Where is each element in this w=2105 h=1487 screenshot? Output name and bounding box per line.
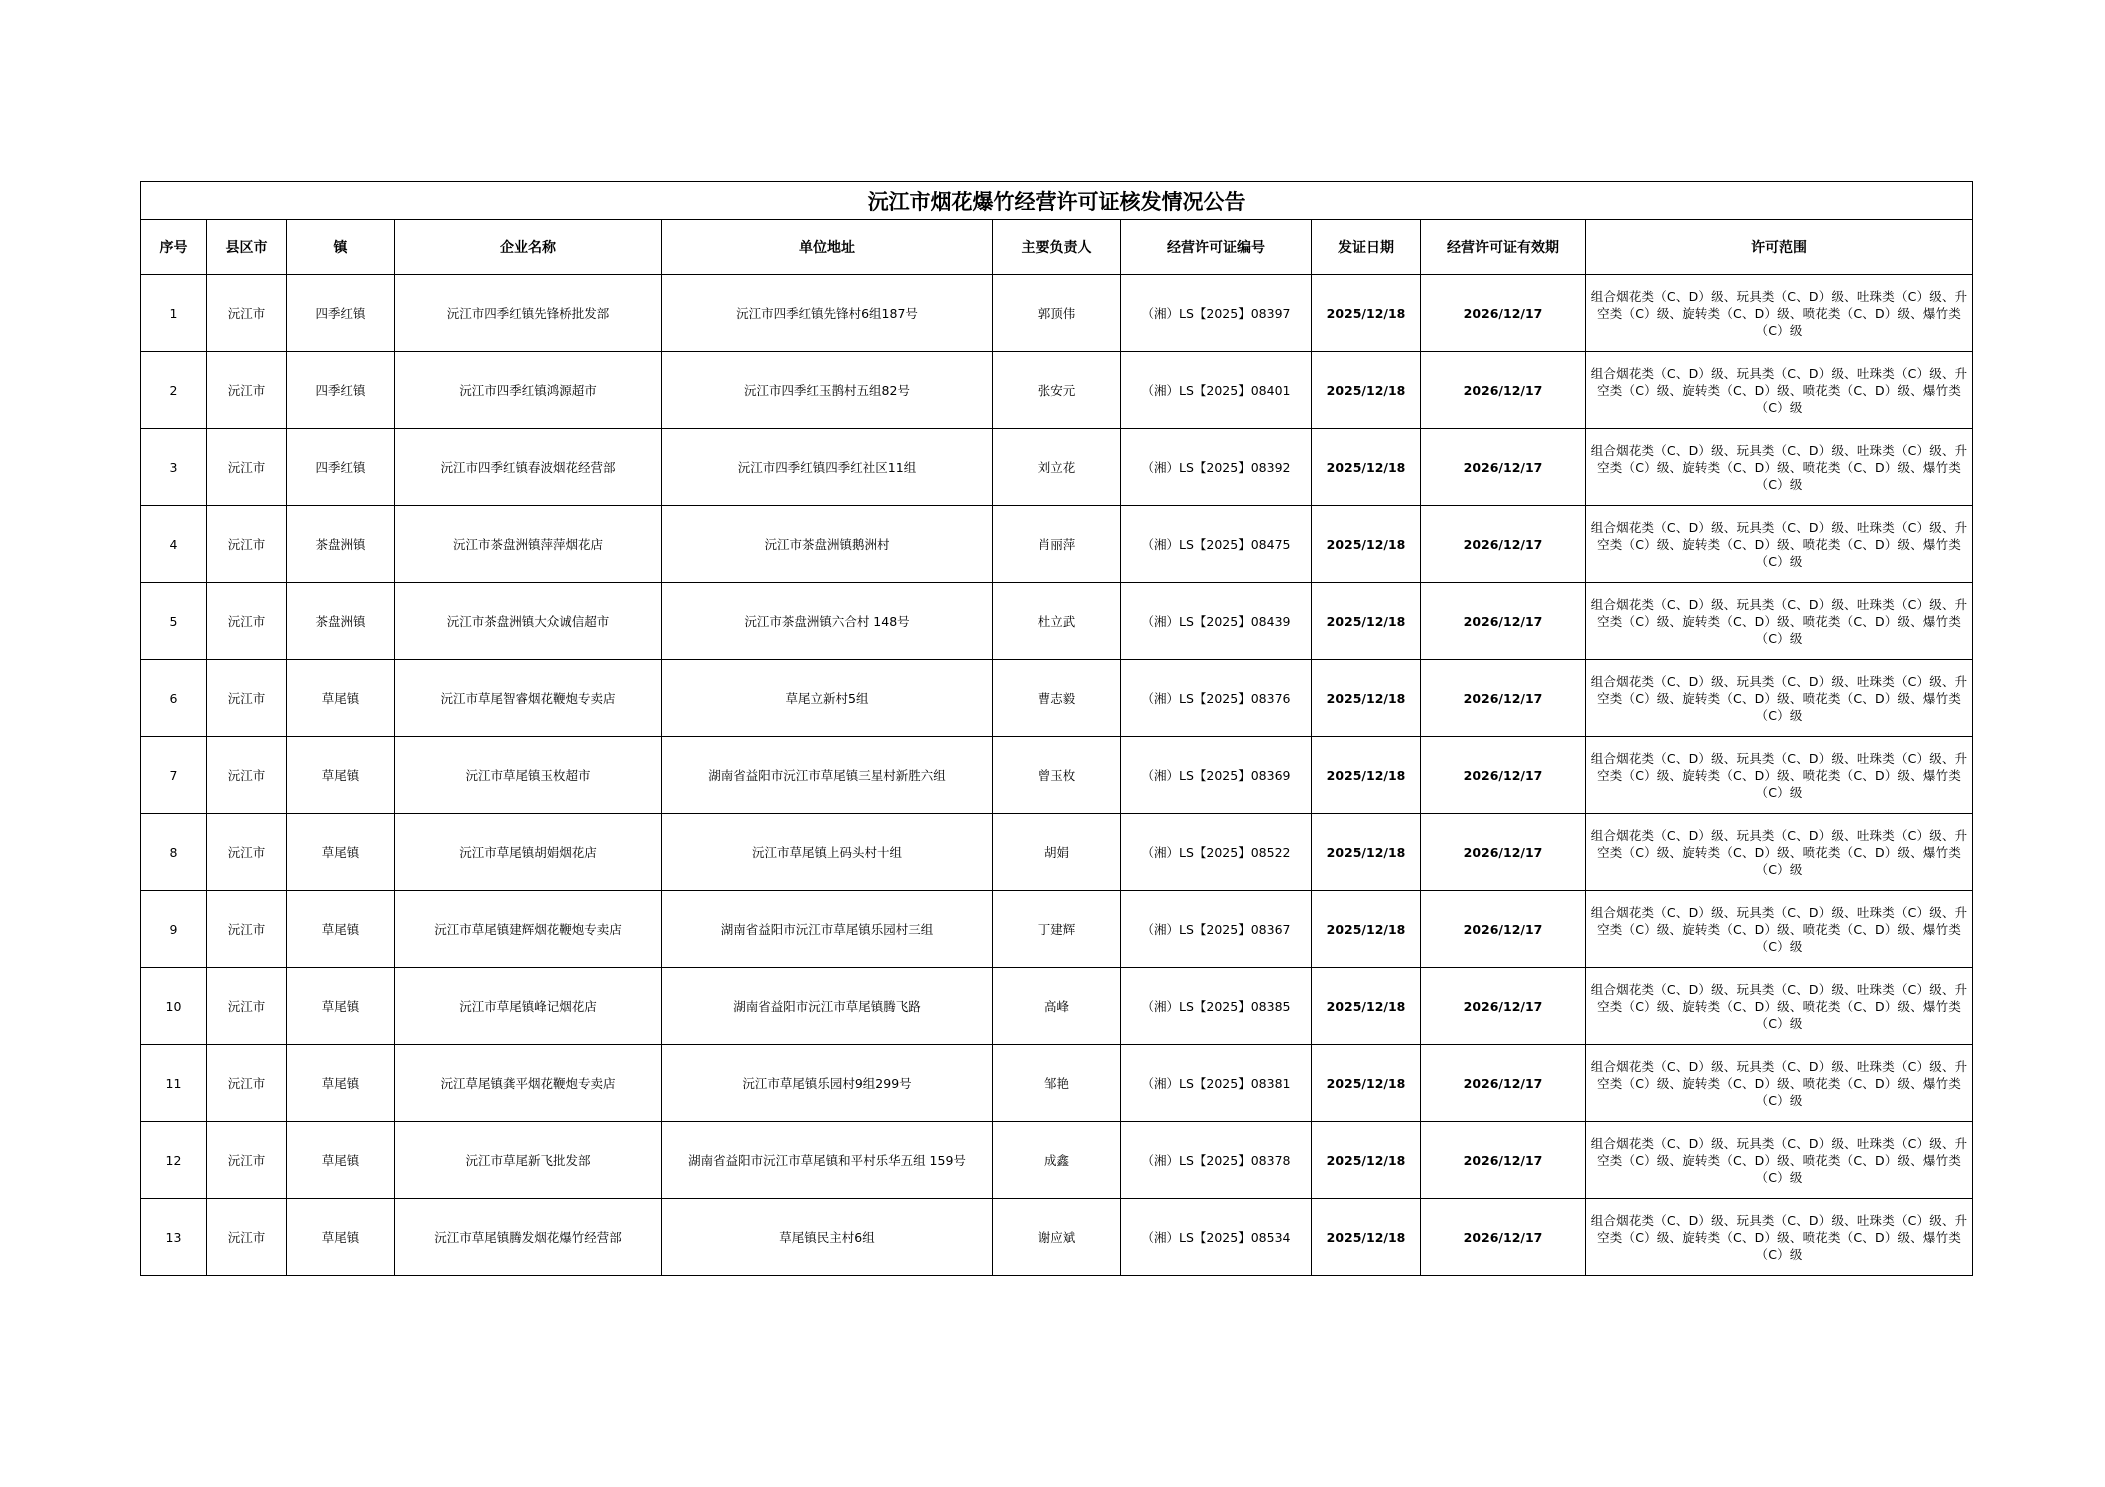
cell-person: 胡娟 [993, 814, 1121, 891]
cell-county: 沅江市 [207, 352, 287, 429]
cell-valid-until: 2026/12/17 [1421, 891, 1586, 968]
cell-person: 郭顶伟 [993, 275, 1121, 352]
cell-county: 沅江市 [207, 275, 287, 352]
cell-county: 沅江市 [207, 1199, 287, 1276]
header-issue-date: 发证日期 [1312, 220, 1421, 275]
cell-company: 沅江市草尾智睿烟花鞭炮专卖店 [395, 660, 662, 737]
cell-address: 草尾立新村5组 [662, 660, 993, 737]
cell-license: （湘）LS【2025】08401 [1121, 352, 1312, 429]
cell-valid-until: 2026/12/17 [1421, 1045, 1586, 1122]
cell-license: （湘）LS【2025】08367 [1121, 891, 1312, 968]
cell-person: 曹志毅 [993, 660, 1121, 737]
header-address: 单位地址 [662, 220, 993, 275]
cell-person: 肖丽萍 [993, 506, 1121, 583]
table-row [141, 583, 1973, 660]
cell-company: 沅江市茶盘洲镇大众诚信超市 [395, 583, 662, 660]
cell-person: 丁建辉 [993, 891, 1121, 968]
header-county: 县区市 [207, 220, 287, 275]
cell-valid-until: 2026/12/17 [1421, 660, 1586, 737]
cell-town: 草尾镇 [287, 891, 395, 968]
cell-address: 沅江市茶盘洲镇六合村 148号 [662, 583, 993, 660]
cell-license: （湘）LS【2025】08534 [1121, 1199, 1312, 1276]
cell-county: 沅江市 [207, 506, 287, 583]
cell-issue-date: 2025/12/18 [1312, 1122, 1421, 1199]
cell-license: （湘）LS【2025】08378 [1121, 1122, 1312, 1199]
cell-license: （湘）LS【2025】08385 [1121, 968, 1312, 1045]
cell-issue-date: 2025/12/18 [1312, 891, 1421, 968]
header-town: 镇 [287, 220, 395, 275]
header-license: 经营许可证编号 [1121, 220, 1312, 275]
cell-address: 湖南省益阳市沅江市草尾镇腾飞路 [662, 968, 993, 1045]
cell-scope: 组合烟花类（C、D）级、玩具类（C、D）级、吐珠类（C）级、升空类（C）级、旋转类（C、D）级、喷花类（C、D）级、爆竹类（C）级 [1586, 660, 1973, 737]
header-no: 序号 [141, 220, 207, 275]
table-row [141, 968, 1973, 1045]
table-row [141, 1199, 1973, 1276]
cell-person: 邹艳 [993, 1045, 1121, 1122]
cell-county: 沅江市 [207, 429, 287, 506]
cell-company: 沅江草尾镇龚平烟花鞭炮专卖店 [395, 1045, 662, 1122]
cell-scope: 组合烟花类（C、D）级、玩具类（C、D）级、吐珠类（C）级、升空类（C）级、旋转类（C、D）级、喷花类（C、D）级、爆竹类（C）级 [1586, 968, 1973, 1045]
cell-no: 10 [141, 968, 207, 1045]
cell-company: 沅江市四季红镇先锋桥批发部 [395, 275, 662, 352]
cell-town: 草尾镇 [287, 737, 395, 814]
cell-valid-until: 2026/12/17 [1421, 968, 1586, 1045]
cell-county: 沅江市 [207, 891, 287, 968]
cell-company: 沅江市茶盘洲镇萍萍烟花店 [395, 506, 662, 583]
cell-no: 9 [141, 891, 207, 968]
cell-person: 杜立武 [993, 583, 1121, 660]
cell-issue-date: 2025/12/18 [1312, 429, 1421, 506]
cell-no: 5 [141, 583, 207, 660]
cell-no: 2 [141, 352, 207, 429]
cell-company: 沅江市草尾镇胡娟烟花店 [395, 814, 662, 891]
cell-issue-date: 2025/12/18 [1312, 1045, 1421, 1122]
cell-scope: 组合烟花类（C、D）级、玩具类（C、D）级、吐珠类（C）级、升空类（C）级、旋转类（C、D）级、喷花类（C、D）级、爆竹类（C）级 [1586, 891, 1973, 968]
license-table [140, 181, 1973, 1276]
table-row [141, 275, 1973, 352]
cell-scope: 组合烟花类（C、D）级、玩具类（C、D）级、吐珠类（C）级、升空类（C）级、旋转类（C、D）级、喷花类（C、D）级、爆竹类（C）级 [1586, 1045, 1973, 1122]
cell-scope: 组合烟花类（C、D）级、玩具类（C、D）级、吐珠类（C）级、升空类（C）级、旋转类（C、D）级、喷花类（C、D）级、爆竹类（C）级 [1586, 583, 1973, 660]
cell-company: 沅江市草尾新飞批发部 [395, 1122, 662, 1199]
table-row [141, 737, 1973, 814]
cell-valid-until: 2026/12/17 [1421, 583, 1586, 660]
license-announcement-document [140, 181, 1972, 1276]
cell-valid-until: 2026/12/17 [1421, 429, 1586, 506]
header-valid-until: 经营许可证有效期 [1421, 220, 1586, 275]
cell-scope: 组合烟花类（C、D）级、玩具类（C、D）级、吐珠类（C）级、升空类（C）级、旋转类（C、D）级、喷花类（C、D）级、爆竹类（C）级 [1586, 814, 1973, 891]
cell-issue-date: 2025/12/18 [1312, 275, 1421, 352]
cell-no: 13 [141, 1199, 207, 1276]
cell-scope: 组合烟花类（C、D）级、玩具类（C、D）级、吐珠类（C）级、升空类（C）级、旋转类（C、D）级、喷花类（C、D）级、爆竹类（C）级 [1586, 506, 1973, 583]
cell-town: 四季红镇 [287, 429, 395, 506]
cell-issue-date: 2025/12/18 [1312, 737, 1421, 814]
cell-license: （湘）LS【2025】08522 [1121, 814, 1312, 891]
table-row [141, 506, 1973, 583]
cell-county: 沅江市 [207, 814, 287, 891]
table-row [141, 1045, 1973, 1122]
table-row [141, 891, 1973, 968]
cell-valid-until: 2026/12/17 [1421, 352, 1586, 429]
cell-license: （湘）LS【2025】08376 [1121, 660, 1312, 737]
cell-county: 沅江市 [207, 660, 287, 737]
cell-issue-date: 2025/12/18 [1312, 814, 1421, 891]
cell-license: （湘）LS【2025】08381 [1121, 1045, 1312, 1122]
cell-company: 沅江市草尾镇峰记烟花店 [395, 968, 662, 1045]
cell-valid-until: 2026/12/17 [1421, 814, 1586, 891]
cell-person: 曾玉枚 [993, 737, 1121, 814]
table-row [141, 1122, 1973, 1199]
cell-license: （湘）LS【2025】08369 [1121, 737, 1312, 814]
cell-town: 草尾镇 [287, 1199, 395, 1276]
header-scope: 许可范围 [1586, 220, 1973, 275]
cell-valid-until: 2026/12/17 [1421, 275, 1586, 352]
cell-scope: 组合烟花类（C、D）级、玩具类（C、D）级、吐珠类（C）级、升空类（C）级、旋转类（C、D）级、喷花类（C、D）级、爆竹类（C）级 [1586, 1122, 1973, 1199]
cell-town: 草尾镇 [287, 814, 395, 891]
cell-town: 四季红镇 [287, 352, 395, 429]
cell-no: 4 [141, 506, 207, 583]
cell-company: 沅江市草尾镇玉枚超市 [395, 737, 662, 814]
cell-scope: 组合烟花类（C、D）级、玩具类（C、D）级、吐珠类（C）级、升空类（C）级、旋转类（C、D）级、喷花类（C、D）级、爆竹类（C）级 [1586, 275, 1973, 352]
cell-scope: 组合烟花类（C、D）级、玩具类（C、D）级、吐珠类（C）级、升空类（C）级、旋转类（C、D）级、喷花类（C、D）级、爆竹类（C）级 [1586, 737, 1973, 814]
cell-no: 11 [141, 1045, 207, 1122]
cell-town: 茶盘洲镇 [287, 583, 395, 660]
table-row [141, 429, 1973, 506]
cell-valid-until: 2026/12/17 [1421, 506, 1586, 583]
cell-issue-date: 2025/12/18 [1312, 968, 1421, 1045]
cell-address: 沅江市草尾镇乐园村9组299号 [662, 1045, 993, 1122]
cell-license: （湘）LS【2025】08439 [1121, 583, 1312, 660]
cell-person: 谢应斌 [993, 1199, 1121, 1276]
cell-address: 湖南省益阳市沅江市草尾镇乐园村三组 [662, 891, 993, 968]
header-person: 主要负责人 [993, 220, 1121, 275]
cell-license: （湘）LS【2025】08397 [1121, 275, 1312, 352]
cell-no: 1 [141, 275, 207, 352]
cell-no: 8 [141, 814, 207, 891]
cell-valid-until: 2026/12/17 [1421, 1199, 1586, 1276]
header-row [141, 220, 1973, 275]
cell-valid-until: 2026/12/17 [1421, 1122, 1586, 1199]
cell-no: 12 [141, 1122, 207, 1199]
cell-scope: 组合烟花类（C、D）级、玩具类（C、D）级、吐珠类（C）级、升空类（C）级、旋转类（C、D）级、喷花类（C、D）级、爆竹类（C）级 [1586, 352, 1973, 429]
cell-address: 沅江市草尾镇上码头村十组 [662, 814, 993, 891]
table-row [141, 814, 1973, 891]
cell-company: 沅江市草尾镇腾发烟花爆竹经营部 [395, 1199, 662, 1276]
cell-address: 湖南省益阳市沅江市草尾镇和平村乐华五组 159号 [662, 1122, 993, 1199]
cell-address: 沅江市四季红玉鹊村五组82号 [662, 352, 993, 429]
cell-county: 沅江市 [207, 583, 287, 660]
cell-no: 3 [141, 429, 207, 506]
cell-county: 沅江市 [207, 1122, 287, 1199]
cell-address: 草尾镇民主村6组 [662, 1199, 993, 1276]
cell-town: 草尾镇 [287, 968, 395, 1045]
cell-town: 茶盘洲镇 [287, 506, 395, 583]
cell-address: 湖南省益阳市沅江市草尾镇三星村新胜六组 [662, 737, 993, 814]
cell-county: 沅江市 [207, 737, 287, 814]
cell-company: 沅江市四季红镇鸿源超市 [395, 352, 662, 429]
table-row [141, 352, 1973, 429]
table-row [141, 660, 1973, 737]
cell-company: 沅江市草尾镇建辉烟花鞭炮专卖店 [395, 891, 662, 968]
cell-county: 沅江市 [207, 968, 287, 1045]
cell-town: 草尾镇 [287, 1045, 395, 1122]
cell-address: 沅江市茶盘洲镇鹅洲村 [662, 506, 993, 583]
cell-license: （湘）LS【2025】08475 [1121, 506, 1312, 583]
cell-town: 草尾镇 [287, 660, 395, 737]
cell-town: 草尾镇 [287, 1122, 395, 1199]
cell-address: 沅江市四季红镇四季红社区11组 [662, 429, 993, 506]
cell-no: 7 [141, 737, 207, 814]
cell-scope: 组合烟花类（C、D）级、玩具类（C、D）级、吐珠类（C）级、升空类（C）级、旋转类（C、D）级、喷花类（C、D）级、爆竹类（C）级 [1586, 1199, 1973, 1276]
cell-person: 高峰 [993, 968, 1121, 1045]
cell-issue-date: 2025/12/18 [1312, 352, 1421, 429]
cell-person: 刘立花 [993, 429, 1121, 506]
cell-address: 沅江市四季红镇先锋村6组187号 [662, 275, 993, 352]
cell-person: 张安元 [993, 352, 1121, 429]
title-row [141, 182, 1973, 220]
cell-issue-date: 2025/12/18 [1312, 506, 1421, 583]
cell-town: 四季红镇 [287, 275, 395, 352]
page-title: 沅江市烟花爆竹经营许可证核发情况公告 [141, 182, 1973, 220]
table-body [141, 275, 1973, 1276]
cell-issue-date: 2025/12/18 [1312, 1199, 1421, 1276]
cell-license: （湘）LS【2025】08392 [1121, 429, 1312, 506]
cell-county: 沅江市 [207, 1045, 287, 1122]
cell-company: 沅江市四季红镇春波烟花经营部 [395, 429, 662, 506]
cell-no: 6 [141, 660, 207, 737]
header-company: 企业名称 [395, 220, 662, 275]
cell-issue-date: 2025/12/18 [1312, 583, 1421, 660]
cell-scope: 组合烟花类（C、D）级、玩具类（C、D）级、吐珠类（C）级、升空类（C）级、旋转类（C、D）级、喷花类（C、D）级、爆竹类（C）级 [1586, 429, 1973, 506]
cell-valid-until: 2026/12/17 [1421, 737, 1586, 814]
cell-issue-date: 2025/12/18 [1312, 660, 1421, 737]
cell-person: 成鑫 [993, 1122, 1121, 1199]
